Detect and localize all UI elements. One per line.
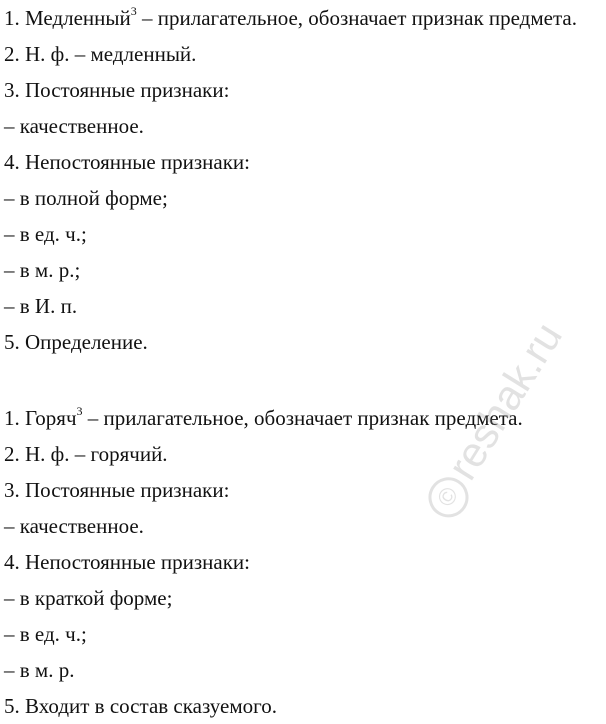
block-separator	[4, 360, 604, 400]
copyright-icon: ©	[421, 470, 476, 525]
b1-line-6: – в полной форме;	[4, 186, 168, 210]
document-body	[4, 0, 604, 724]
b2-line-6: – в краткой форме;	[4, 586, 173, 610]
b1-line-3: 3. Постоянные признаки:	[4, 78, 230, 102]
b2-line-4: – качественное.	[4, 514, 144, 538]
b2-line-1: 1. Горяч$^3$ – прилагательное, обозначает признак предмета.	[4, 404, 523, 430]
b1-footnote-mark: 3	[130, 4, 137, 18]
b1-line-8: – в м. р.;	[4, 258, 81, 282]
b2-line-9: 5. Входит в состав сказуемого.	[4, 694, 277, 718]
b2-footnote-mark: 3	[76, 404, 83, 418]
b2-line-7: – в ед. ч.;	[4, 622, 87, 646]
b2-line-3: 3. Постоянные признаки:	[4, 478, 230, 502]
b1-line-9: – в И. п.	[4, 294, 78, 318]
b2-line-8: – в м. р.	[4, 658, 75, 682]
b1-line-1: 1. Медленный$^3$ – прилагательное, обозначает признак предмета.	[4, 4, 577, 30]
b1-line-10: 5. Определение.	[4, 330, 148, 354]
b2-line-5: 4. Непостоянные признаки:	[4, 550, 250, 574]
b1-line-4: – качественное.	[4, 114, 144, 138]
b1-line-2: 2. Н. ф. – медленный.	[4, 42, 197, 66]
b2-line-2: 2. Н. ф. – горячий.	[4, 442, 168, 466]
b1-line-7: – в ед. ч.;	[4, 222, 87, 246]
b1-line-5: 4. Непостоянные признаки:	[4, 150, 250, 174]
watermark-text: reshak.ru	[438, 314, 571, 488]
